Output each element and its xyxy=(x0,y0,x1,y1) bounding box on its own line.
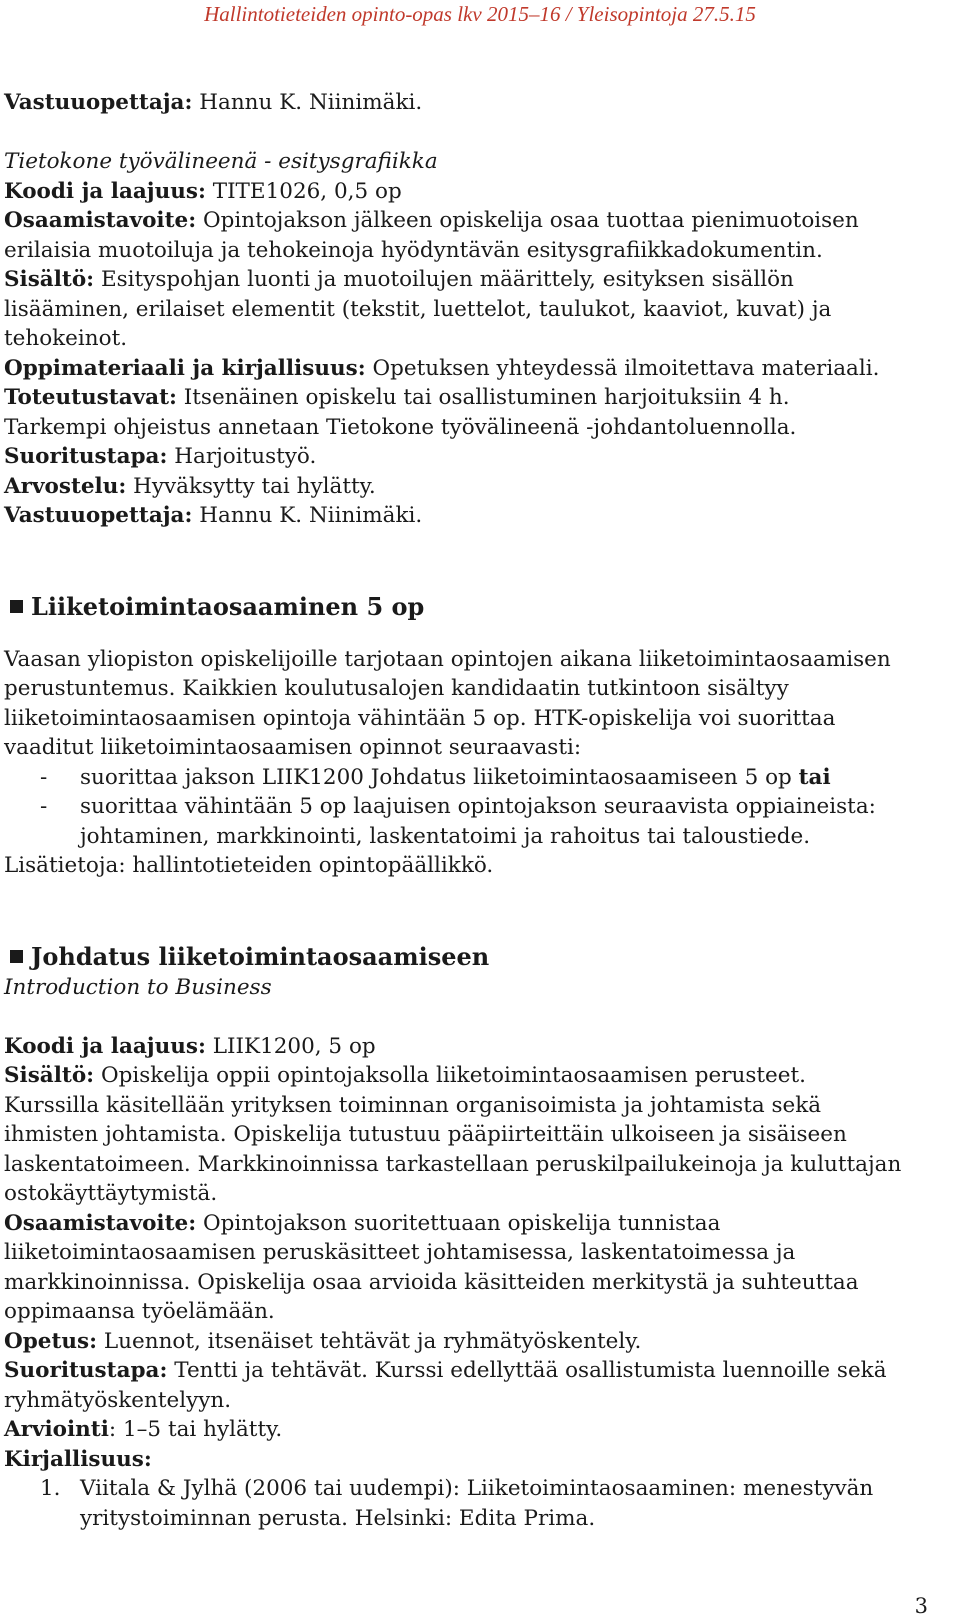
material-value: Opetuksen yhteydessä ilmoitettava materiaali. xyxy=(365,355,880,381)
goal-line: Opintojakson jälkeen opiskelija osaa tuottaa pienimuotoisen xyxy=(196,208,859,233)
list-item xyxy=(4,763,954,793)
course2-completion xyxy=(4,1356,954,1386)
course1-content xyxy=(4,265,954,295)
teaching-label: Opetus: xyxy=(4,1328,98,1354)
list-item-text: suorittaa jakson LIIK1200 Johdatus liiketoimintaosaamiseen 5 op xyxy=(80,764,799,790)
teaching-value: Luennot, itsenäiset tehtävät ja ryhmätyöskentely. xyxy=(97,1328,642,1354)
list-item-text: suorittaa vähintään 5 op laajuisen opintojakson seuraavista oppiaineista: xyxy=(80,794,876,819)
content-line: Esityspohjan luonti ja muotoilujen määrittely, esityksen sisällön xyxy=(94,267,794,292)
teacher-label: Vastuuopettaja: xyxy=(4,90,193,115)
content-line: Opiskelija oppii opintojaksolla liiketoimintaosaamisen perusteet. xyxy=(94,1063,806,1088)
course2-teaching xyxy=(4,1327,954,1357)
code-value: TITE1026, 0,5 op xyxy=(205,178,402,204)
course2-content-cont: laskentatoimeen. Markkinoinnissa tarkastellaan peruskilpailukeinoja ja kuluttajan xyxy=(4,1151,902,1177)
course1-completion xyxy=(4,442,954,472)
code-label: Koodi ja laajuus: xyxy=(4,1033,206,1059)
content-label: Sisältö: xyxy=(4,1063,95,1088)
course1-goal-cont: erilaisia muotoiluja ja tehokeinoja hyödyntävän esitysgrafiikkadokumentin. xyxy=(4,237,823,263)
completion-label: Suoritustapa: xyxy=(4,1358,168,1383)
course2-goal xyxy=(4,1209,954,1239)
teacher-label: Vastuuopettaja: xyxy=(4,503,193,528)
page-number: 3 xyxy=(914,1594,928,1618)
course2-literature-label: Kirjallisuus: xyxy=(4,1446,152,1472)
course2-code xyxy=(4,1032,954,1062)
completion-value: Harjoitustyö. xyxy=(167,444,317,469)
grading-value: Hyväksytty tai hylätty. xyxy=(126,473,376,499)
course2-grading xyxy=(4,1415,954,1445)
goal-label: Osaamistavoite: xyxy=(4,1210,197,1236)
grading-value: : 1–5 tai hylätty. xyxy=(108,1417,283,1442)
heading-text: Johdatus liiketoimintaosaamiseen xyxy=(31,941,490,971)
course2-goal-cont: markkinoinnissa. Opiskelija osaa arvioida käsitteiden merkitystä ja suhteuttaa xyxy=(4,1269,859,1295)
course1-grading xyxy=(4,472,954,502)
course1-title: Tietokone työvälineenä - esitysgrafiikka xyxy=(4,149,438,174)
course2-content-cont: ihmisten johtamista. Opiskelija tutustuu pääpiirteittäin ulkoiseen ja sisäiseen xyxy=(4,1122,847,1147)
section-heading-business xyxy=(4,591,954,623)
business-paragraph: vaaditut liiketoimintaosaamisen opinnot seuraavasti: xyxy=(4,735,582,760)
square-bullet-icon xyxy=(10,600,23,613)
literature-number: 1. xyxy=(40,1476,61,1501)
completion-line: Tentti ja tehtävät. Kurssi edellyttää osallistumista luennoille sekä xyxy=(167,1358,887,1383)
list-item-cont: johtaminen, markkinointi, laskentatoimi ja rahoitus tai taloustiede. xyxy=(80,823,811,849)
teacher-value: Hannu K. Niinimäki. xyxy=(192,90,423,115)
course1-methods-cont: Tarkempi ohjeistus annetaan Tietokone työvälineenä -johdantoluennolla. xyxy=(4,414,797,440)
course1-content-cont: tehokeinot. xyxy=(4,326,128,351)
business-paragraph: liiketoimintaosaamisen opintoja vähintään 5 op. HTK-opiskelija voi suorittaa xyxy=(4,705,836,731)
list-item-bold: tai xyxy=(798,764,831,790)
course2-goal-cont: liiketoimintaosaamisen peruskäsitteet johtamisessa, laskentatoimessa ja xyxy=(4,1240,796,1265)
code-value: LIIK1200, 5 op xyxy=(205,1033,376,1059)
course2-content-cont: Kurssilla käsitellään yrityksen toiminnan organisoimista ja johtamista sekä xyxy=(4,1092,822,1118)
literature-text: Viitala & Jylhä (2006 tai uudempi): Liiketoimintaosaaminen: menestyvän xyxy=(80,1476,874,1501)
course2-content-cont: ostokäyttäytymistä. xyxy=(4,1181,218,1206)
grading-label: Arvostelu: xyxy=(4,473,127,499)
code-label: Koodi ja laajuus: xyxy=(4,178,206,204)
course2-content xyxy=(4,1061,954,1091)
running-header: Hallintotieteiden opinto-opas lkv 2015–16 / Yleisopintoja 27.5.15 xyxy=(204,2,756,26)
course1-goal xyxy=(4,206,954,236)
business-paragraph: Vaasan yliopiston opiskelijoille tarjotaan opintojen aikana liiketoimintaosaamisen xyxy=(4,646,891,672)
square-bullet-icon xyxy=(10,950,23,963)
section-heading-course2 xyxy=(4,941,954,973)
more-info: Lisätietoja: hallintotieteiden opintopäällikkö. xyxy=(4,853,494,878)
grading-label: Arviointi xyxy=(4,1417,109,1442)
course2-goal-cont: oppimaansa työelämään. xyxy=(4,1299,275,1324)
course2-subtitle: Introduction to Business xyxy=(4,974,272,1000)
course1-methods xyxy=(4,383,954,413)
list-item xyxy=(4,792,954,822)
literature-text-cont: yritystoiminnan perusta. Helsinki: Edita Prima. xyxy=(80,1505,596,1531)
completion-label: Suoritustapa: xyxy=(4,444,168,469)
dash-bullet: - xyxy=(40,794,48,819)
course1-content-cont: lisääminen, erilaiset elementit (tekstit, luettelot, taulukot, kaaviot, kuvat) ja xyxy=(4,296,832,322)
teacher-value: Hannu K. Niinimäki. xyxy=(192,503,423,528)
course1-teacher xyxy=(4,501,954,531)
business-paragraph: perustuntemus. Kaikkien koulutusalojen kandidaatin tutkintoon sisältyy xyxy=(4,676,789,701)
literature-item xyxy=(4,1474,954,1504)
document-body xyxy=(4,88,954,1533)
goal-label: Osaamistavoite: xyxy=(4,208,197,233)
heading-text: Liiketoimintaosaaminen 5 op xyxy=(31,591,425,621)
methods-label: Toteutustavat: xyxy=(4,385,177,410)
course1-material xyxy=(4,354,954,384)
material-label: Oppimateriaali ja kirjallisuus: xyxy=(4,355,366,381)
course2-completion-cont: ryhmätyöskentelyyn. xyxy=(4,1387,232,1413)
dash-bullet: - xyxy=(40,764,48,790)
content-label: Sisältö: xyxy=(4,267,95,292)
course1-code xyxy=(4,177,954,207)
goal-line: Opintojakson suoritettuaan opiskelija tunnistaa xyxy=(196,1210,721,1236)
methods-line: Itsenäinen opiskelu tai osallistuminen harjoituksiin 4 h. xyxy=(176,385,790,410)
block1-teacher xyxy=(4,88,954,118)
